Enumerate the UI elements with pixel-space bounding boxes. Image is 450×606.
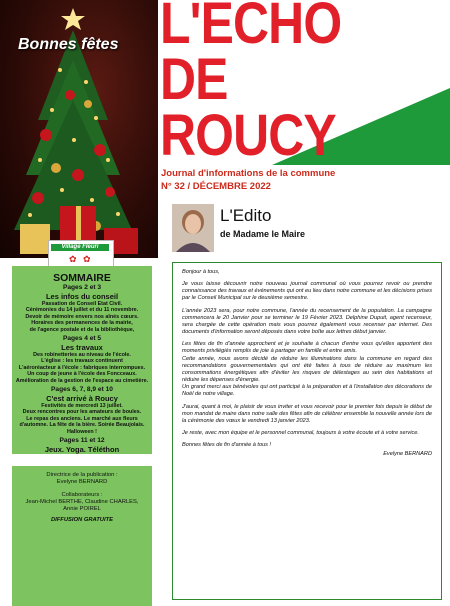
letter-paragraph: Les fêtes de fin d'année approchent et je souhaite à chacun d'entre vous qu'elles apportent des moments privilégiés remplis de joie à partager en famille et entre amis. Cette année, nous avons décidé de réduire les illuminations dans la commune en regard des recommandations gouvernementales qui ont été faites à tous de réduire au maximum les consommations énergétiques afin d'éviter les risques de délestages au sein des habitations et réduire les dépenses d'énergie. Un grand merci aux bénévoles qui ont participé à la préparation et à l'installation des décorations de Noël de notre village. — [182, 341, 432, 398]
toc-section — [12, 284, 152, 333]
publication-credits — [12, 466, 152, 606]
letter-paragraph: L'année 2023 sera, pour notre commune, l'année du recensement de la population. La campagne commencera le 20 Janvier pour se terminer le 19 Février 2023. Delphine Dupuit, agent recenseur, sera chargée de cette opération mais vous pourrez également vous recenser par internet. Des documents d'information seront déposés dans votre boîte aux lettres début janvier. — [182, 307, 432, 336]
flower-icon: ✿ — [83, 254, 91, 264]
title-line: L'ECHO — [160, 0, 342, 56]
toc-item: de l'agence postale et de la bibliothèque, — [29, 326, 135, 333]
letter-paragraph: Bonnes fêtes de fin d'année à tous ! — [182, 442, 272, 449]
toc-item: Festivités de mercredi 13 juillet. — [41, 403, 123, 410]
toc-section — [12, 437, 152, 454]
letter-paragraph: Bonjour à tous, — [182, 269, 220, 275]
toc-heading: C'est arrivé à Roucy — [46, 394, 118, 404]
toc-pages: Pages 11 et 12 — [59, 437, 105, 445]
toc-item: Cérémonies du 14 juillet et du 11 novembre. — [25, 307, 139, 314]
toc-section — [12, 335, 152, 384]
toc-item: d'automne. La fête de la bière. Soirée Beaujolais. — [19, 422, 145, 429]
toc-pages: Pages 6, 7, 8,9 et 10 — [51, 386, 113, 394]
toc-item: L'église : les travaux continuent — [41, 358, 123, 365]
edito-title: L'Edito — [220, 206, 272, 225]
toc-section — [12, 386, 152, 435]
director-heading: Directrice de la publication : — [46, 472, 118, 478]
toc-item: L'aéroréacteur à l'école : fabriques interrompues. — [18, 364, 146, 371]
director-name: Evelyne BERNARD — [56, 479, 108, 485]
photo-caption: Bonnes fêtes — [18, 36, 119, 53]
toc-item: Des robinetteries au niveau de l'école. — [33, 352, 131, 359]
table-of-contents — [12, 266, 152, 454]
toc-item: Devoir de mémoire envers nos aînés cœurs. — [25, 313, 139, 320]
toc-pages: Pages 2 et 3 — [62, 284, 102, 291]
edito-subtitle: de Madame le Maire — [220, 229, 306, 239]
newspaper-subtitle: Journal d'informations de la commune — [161, 168, 336, 179]
collaborators-heading: Collaborateurs : — [61, 492, 103, 498]
toc-item: Le repas des anciens. Le marché aux fleurs — [26, 415, 138, 422]
edito-letter — [172, 262, 442, 600]
toc-item: Horaires des permanences de la mairie, — [31, 320, 133, 327]
distribution-note: DIFFUSION GRATUITE — [50, 517, 114, 523]
toc-item: Amélioration de la gestion de l'espace au cimetière. — [15, 377, 149, 384]
title-line: ROUCY — [160, 103, 336, 168]
toc-item: Passation de Conseil Etat Civil. — [41, 301, 123, 307]
collaborators-names: Jean-Michel BERTHE, Claudine CHARLES, Annie POIREL — [25, 499, 139, 512]
toc-item: Halloween ! — [67, 428, 97, 435]
letter-signature: Evelyne BERNARD — [383, 451, 432, 458]
letter-paragraph: Je reste, avec mon équipe et le personnel communal, toujours à votre écoute et à votre service. — [182, 429, 419, 436]
toc-pages: Pages 4 et 5 — [62, 335, 102, 343]
newspaper-title — [160, 0, 450, 168]
toc-heading: Jeux. Yoga. Téléthon — [44, 445, 120, 455]
flower-icon: ✿ — [69, 254, 77, 264]
toc-title: SOMMAIRE — [53, 272, 111, 284]
letter-paragraph: Je vous laisse découvrir notre nouveau journal communal où vous pourrez revoir ou prendre connaissance des travaux et événements qui ont eu lieu dans notre commune et les décisions prises par le Conseil Municipal sur le deuxième semestre. — [182, 281, 432, 302]
toc-heading: Les infos du conseil — [45, 292, 119, 301]
village-fleuri-text: Village Fleuri — [51, 244, 109, 251]
toc-heading: Les travaux — [61, 343, 103, 353]
mayor-portrait — [172, 204, 214, 252]
letter-paragraph: J'aurai, quant à moi, le plaisir de vous inviter et vous recevoir pour le premier fois depuis le début de mon mandat de maire dans notre salle des fêtes afin de célébrer ensemble la nouvelle année lors de la cérémonie des vœux le vendredi 13 janvier 2023. — [182, 403, 432, 424]
title-line: DE — [160, 47, 228, 112]
toc-item: Deux rencontres pour les amateurs de boules. — [22, 409, 142, 416]
toc-item: Un coup de jeune à l'école des Foncceaux. — [27, 371, 137, 378]
issue-number: N° 32 / DÉCEMBRE 2022 — [161, 181, 271, 192]
